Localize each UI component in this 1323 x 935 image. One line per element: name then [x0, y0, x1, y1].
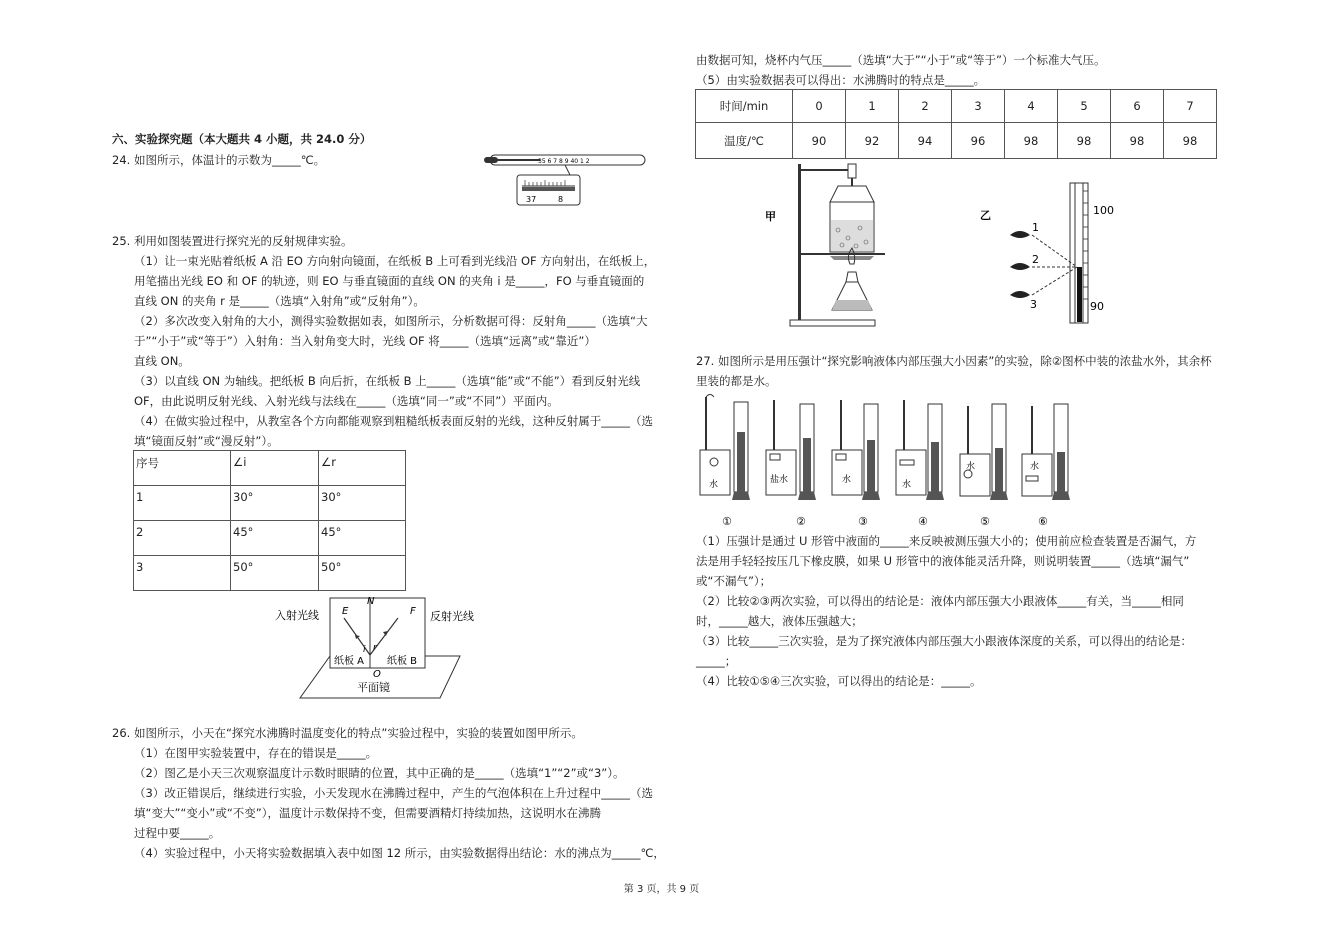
- label-e: E: [342, 606, 349, 617]
- table-cell: 92: [846, 123, 899, 159]
- q25-table: [133, 450, 406, 591]
- table-cell: 0: [793, 90, 846, 123]
- label-r: r: [373, 643, 377, 653]
- q27-p3a: （3）比较_____三次实验，是为了探究液体内部压强大小跟液体深度的关系，可以得出的结论是：: [696, 634, 1193, 648]
- table-cell: 90: [793, 123, 846, 159]
- gauge-setup-3: [832, 400, 880, 528]
- label-board-a: 纸板 A: [334, 656, 365, 667]
- thermometer-reading-figure: [980, 175, 1120, 325]
- label-n: N: [367, 596, 375, 607]
- liquid-label: 水: [842, 475, 852, 485]
- table-cell: 6: [1111, 90, 1164, 123]
- label-f: F: [410, 606, 416, 617]
- pressure-gauge-figure: [696, 392, 1086, 530]
- table-cell: 1: [846, 90, 899, 123]
- q27-p2b: 时，_____越大，液体压强越大；: [696, 614, 863, 628]
- table-cell: 94: [899, 123, 952, 159]
- table-cell: 30°: [231, 486, 319, 521]
- table-row: [696, 123, 1217, 159]
- q25-p2c: 直线 ON。: [134, 354, 190, 368]
- table-header: 温度/℃: [696, 123, 793, 159]
- table-cell: 50°: [231, 556, 319, 591]
- q27-p4: （4）比较①⑤④三次实验，可以得出的结论是：_____。: [696, 674, 982, 688]
- q27-p1b: 法是用手轻轻按压几下橡皮膜，如果 U 形管中的液体能灵活升降，则说明装置_____（选填“漏气”: [696, 554, 1190, 568]
- thermometer-figure: [480, 148, 655, 210]
- thermo-mag-37: 37: [526, 195, 537, 204]
- label-i: i: [363, 645, 366, 655]
- table-cell: 98: [1058, 123, 1111, 159]
- q25-table-header: ∠i: [231, 451, 319, 486]
- table-row: [134, 556, 406, 591]
- gauge-setup-6: [1022, 404, 1070, 528]
- q26-stem: 26. 如图所示，小天在“探究水沸腾时温度变化的特点”实验过程中，实验的装置如图甲所示。: [112, 726, 583, 740]
- liquid-label: 水: [902, 480, 912, 490]
- setup-label: ③: [858, 515, 868, 528]
- q25-p3a: （3）以直线 ON 为轴线。把纸板 B 向后折，在纸板 B 上_____（选填“能”或“不能”）看到反射光线: [134, 374, 641, 388]
- table-cell: 98: [1005, 123, 1058, 159]
- label-o: O: [373, 669, 381, 680]
- q27-p1c: 或“不漏气”）；: [696, 574, 772, 588]
- liquid-label: 水: [709, 480, 719, 490]
- table-cell: 98: [1111, 123, 1164, 159]
- liquid-label: 盐水: [770, 475, 789, 485]
- label-mirror: 平面镜: [357, 681, 390, 694]
- table-header: 时间/min: [696, 90, 793, 123]
- q26-p3b: 填“变大”“变小”或“不变”），温度计示数保持不变，但需要酒精灯持续加热，这说明水在沸腾: [134, 806, 601, 820]
- label-reflected-ray: 反射光线: [430, 610, 474, 623]
- label-incident-ray: 入射光线: [275, 609, 319, 622]
- liquid-label: 水: [1030, 462, 1040, 472]
- q25-stem: 25. 利用如图装置进行探究光的反射规律实验。: [112, 234, 353, 248]
- table-cell: 30°: [319, 486, 406, 521]
- q25-p2b: 于”“小于”或“等于”）入射角：当入射角变大时，光线 OF 将_____（选填“远离”或“靠近”）: [134, 334, 596, 348]
- table-cell: 3: [134, 556, 231, 591]
- table-row: [134, 486, 406, 521]
- q25-p1b: 用笔描出光线 EO 和 OF 的轨迹，则 EO 与垂直镜面的直线 ON 的夹角 i 是_____，FO 与垂直镜面的: [134, 274, 645, 288]
- q27-stem-b: 里装的都是水。: [696, 374, 777, 388]
- label-board-b: 纸板 B: [387, 656, 418, 667]
- q27-p1a: （1）压强计是通过 U 形管中液面的_____来反映被测压强大小的；使用前应检查装置是否漏气，方: [696, 534, 1197, 548]
- q26-p4-cont: 由数据可知，烧杯内气压_____（选填“大于”“小于”或“等于”）一个标准大气压。: [696, 53, 1106, 67]
- q24-text: 24. 如图所示，体温计的示数为_____℃。: [112, 153, 326, 167]
- table-cell: 2: [899, 90, 952, 123]
- table-cell: 4: [1005, 90, 1058, 123]
- setup-label: ①: [722, 515, 732, 528]
- q26-p2: （2）图乙是小天三次观察温度计示数时眼睛的位置，其中正确的是_____（选填“1”“2”或“3”）。: [134, 766, 625, 780]
- setup-label: ②: [796, 515, 806, 528]
- q26-p4: （4）实验过程中，小天将实验数据填入表中如图 12 所示，由实验数据得出结论：水的沸点为_____℃，: [134, 846, 665, 860]
- gauge-setup-2: [766, 400, 816, 528]
- table-cell: 45°: [319, 521, 406, 556]
- q25-p2a: （2）多次改变入射角的大小，测得实验数据如表，如图所示，分析数据可得：反射角_____（选填“大: [134, 314, 648, 328]
- setup-label: ④: [918, 515, 928, 528]
- q26-p3c: 过程中要_____。: [134, 826, 221, 840]
- eye-label-2: 2: [1032, 253, 1039, 266]
- boiling-apparatus-figure: [760, 160, 890, 332]
- reflection-figure: [270, 590, 495, 702]
- gauge-setup-5: [960, 404, 1008, 528]
- q26-p5: （5）由实验数据表可以得出：水沸腾时的特点是_____。: [696, 73, 986, 87]
- q25-p4a: （4）在做实验过程中，从教室各个方向都能观察到粗糙纸板表面反射的光线，这种反射属于_____（选: [134, 414, 654, 428]
- q27-p2a: （2）比较②③两次实验，可以得出的结论是：液体内部压强大小跟液体_____有关，当_____相同: [696, 594, 1184, 608]
- q25-p1a: （1）让一束光贴着纸板 A 沿 EO 方向射向镜面，在纸板 B 上可看到光线沿 OF 方向射出，在纸板上，: [134, 254, 656, 268]
- table-row: [696, 90, 1217, 123]
- setup-label: ⑥: [1038, 515, 1048, 528]
- q27-stem-a: 27. 如图所示是用压强计“探究影响液体内部压强大小因素”的实验，除②图杯中装的浓盐水外，其余杯: [696, 354, 1212, 368]
- table-cell: 45°: [231, 521, 319, 556]
- table-cell: 7: [1164, 90, 1217, 123]
- q26-table: [695, 89, 1217, 159]
- gauge-setup-1: [700, 395, 750, 529]
- q25-table-header: 序号: [134, 451, 231, 486]
- table-cell: 3: [952, 90, 1005, 123]
- q25-table-header: ∠r: [319, 451, 406, 486]
- table-row: [134, 521, 406, 556]
- label-90: 90: [1090, 300, 1104, 313]
- q26-p1: （1）在图甲实验装置中，存在的错误是_____。: [134, 746, 378, 760]
- thermo-mag-8: 8: [558, 195, 564, 204]
- table-cell: 96: [952, 123, 1005, 159]
- thermo-scale-label: 35 6 7 8 9 40 1 2: [538, 158, 590, 165]
- table-cell: 2: [134, 521, 231, 556]
- table-cell: 98: [1164, 123, 1217, 159]
- q25-p4b: 填“镜面反射”或“漫反射”）。: [134, 434, 279, 448]
- label-yi: 乙: [980, 209, 991, 222]
- table-cell: 50°: [319, 556, 406, 591]
- eye-label-1: 1: [1032, 221, 1039, 234]
- q26-p3a: （3）改正错误后，继续进行实验，小天发现水在沸腾过程中，产生的气泡体积在上升过程中_____（选: [134, 786, 654, 800]
- eye-label-3: 3: [1030, 298, 1037, 311]
- table-cell: 1: [134, 486, 231, 521]
- q27-p3b: _____；: [696, 654, 737, 668]
- section-title: 六、实验探究题（本大题共 4 小题，共 24.0 分）: [112, 132, 372, 146]
- label-100: 100: [1093, 204, 1114, 217]
- liquid-label: 水: [966, 462, 976, 472]
- gauge-setup-4: [896, 400, 944, 528]
- setup-label: ⑤: [980, 515, 990, 528]
- label-jia: 甲: [765, 210, 776, 223]
- q25-p3b: OF，由此说明反射光线、入射光线与法线在_____（选填“同一”或“不同”）平面内。: [134, 394, 559, 408]
- table-cell: 5: [1058, 90, 1111, 123]
- page-footer: 第 3 页，共 9 页: [623, 884, 700, 895]
- q25-p1c: 直线 ON 的夹角 r 是_____（选填“入射角”或“反射角”）。: [134, 294, 425, 308]
